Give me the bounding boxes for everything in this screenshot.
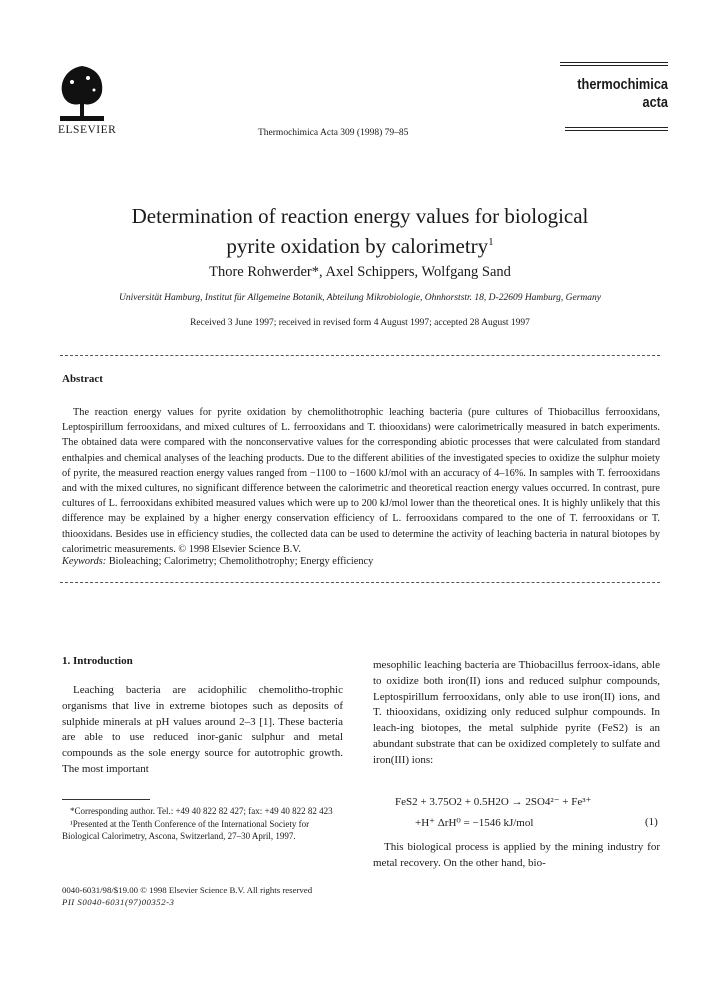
journal-title-line2: acta (642, 94, 668, 111)
journal-citation: Thermochimica Acta 309 (1998) 79–85 (258, 128, 409, 138)
article-title (60, 203, 660, 259)
author-list: Thore Rohwerder*, Axel Schippers, Wolfgang Sand (209, 264, 511, 280)
masthead-rules (565, 127, 668, 133)
copyright-block (62, 884, 312, 908)
abstract-text: The reaction energy values for pyrite oxidation by chemolithotrophic leaching bacteria (pure cultures of Thiobacillus ferrooxidans, Leptospirillum ferrooxidans, and mixed cultures of L. ferrooxidans and T. thiooxidans) were calorimetrically measured in batch experiments. The obtained data were compared with the nonconservative values for the corresponding abiotic processes that were calculated from standard enthalpies and chemical analyses of the leaching products. Due to the different abilities of the investigated species to oxidize the sulphur moiety of pyrite, the measured reaction energy values ranged from −1100 to −1600 kJ/mol with an accuracy of 4–16%. In samples with T. ferrooxidans and with the mixed cultures, no significant difference between the calorimetric and theoretical reaction energy values occurred. In contrast, pure cultures of L. ferrooxidans exhibited measured values which were up to 200 kJ/mol lower than the theoretical ones. It is highly unlikely that this difference may be explained by a higher energy conservation efficiency of L. ferrooxidans compared to the one of T. ferrooxidans or T. thiooxidans. Besides use in efficiency studies, the collected data can be used to determine the activity of leaching bacteria in natural biotopes by calorimetric measurements. © 1998 Elsevier Science B.V. (62, 407, 660, 555)
divider (60, 355, 660, 356)
divider (60, 582, 660, 583)
intro-paragraph: This biological process is applied by the mining industry for metal recovery. On the other hand, bio- (373, 841, 660, 869)
keywords-label: Keywords: (62, 556, 107, 567)
title-line-2: pyrite oxidation by calorimetry (226, 234, 489, 258)
footnote-presented: ¹Presented at the Tenth Conference of the International Society for Biological Calorimetry, Ascona, Switzerland, 27–30 April, 1997. (62, 819, 310, 841)
journal-masthead (560, 62, 668, 112)
keywords (62, 556, 373, 567)
journal-title-line1: thermochimica (577, 76, 668, 93)
footnote-rule (62, 799, 150, 800)
intro-left-column (62, 683, 343, 778)
equation-number: (1) (645, 816, 658, 828)
equation-line-1: FeS2 + 3.75O2 + 0.5H2O → 2SO4²⁻ + Fe³⁺ (395, 796, 592, 808)
intro-right-column-continued (373, 840, 660, 872)
intro-paragraph: Leaching bacteria are acidophilic chemolitho-trophic organisms that live in extreme biotopes such as deposits of sulphide minerals at pH values around 2–3 [1]. These bacteria are able to use reduced inor-ganic sulphur and metal compounds as the sole energy source for autotrophic growth. The most important (62, 684, 343, 775)
title-footnote-marker: 1 (488, 236, 494, 248)
footnote-corresponding: *Corresponding author. Tel.: +49 40 822 82 427; fax: +49 40 822 82 423 (70, 806, 333, 816)
publisher-name: ELSEVIER (58, 124, 117, 136)
title-line-1: Determination of reaction energy values for biological (131, 204, 589, 228)
received-dates: Received 3 June 1997; received in revised form 4 August 1997; accepted 28 August 1997 (190, 318, 530, 328)
abstract-heading: Abstract (62, 373, 103, 385)
keywords-text: Bioleaching; Calorimetry; Chemolithotrophy; Energy efficiency (108, 556, 374, 567)
intro-paragraph: mesophilic leaching bacteria are Thiobacillus ferroox-idans, able to oxidize both iron(II) ions and reduced sulphur compounds, Leptospirillum ferrooxidans, only able to use iron(II) ions, and T. thiooxidans, oxidizing only reduced sulphur compounds. In leach-ing biotopes, the metal sulphide pyrite (FeS2) is an abundant substrate that can be oxidized completely to sulfate and iron(III) ions: (373, 659, 660, 766)
intro-right-column (373, 658, 660, 769)
pii-line: PII S0040-6031(97)00352-3 (62, 897, 175, 907)
footnotes (62, 805, 343, 843)
section-heading: 1. Introduction (62, 655, 133, 667)
equation-line-2: +H⁺ ΔrH⁰ = −1546 kJ/mol (415, 817, 534, 829)
affiliation: Universität Hamburg, Institut für Allgemeine Botanik, Abteilung Mikrobiologie, Ohnhorststr. 18, D-22609 Hamburg, Germany (118, 293, 601, 303)
elsevier-tree-logo (58, 62, 106, 122)
rights-line: 0040-6031/98/$19.00 © 1998 Elsevier Science B.V. All rights reserved (62, 885, 313, 895)
